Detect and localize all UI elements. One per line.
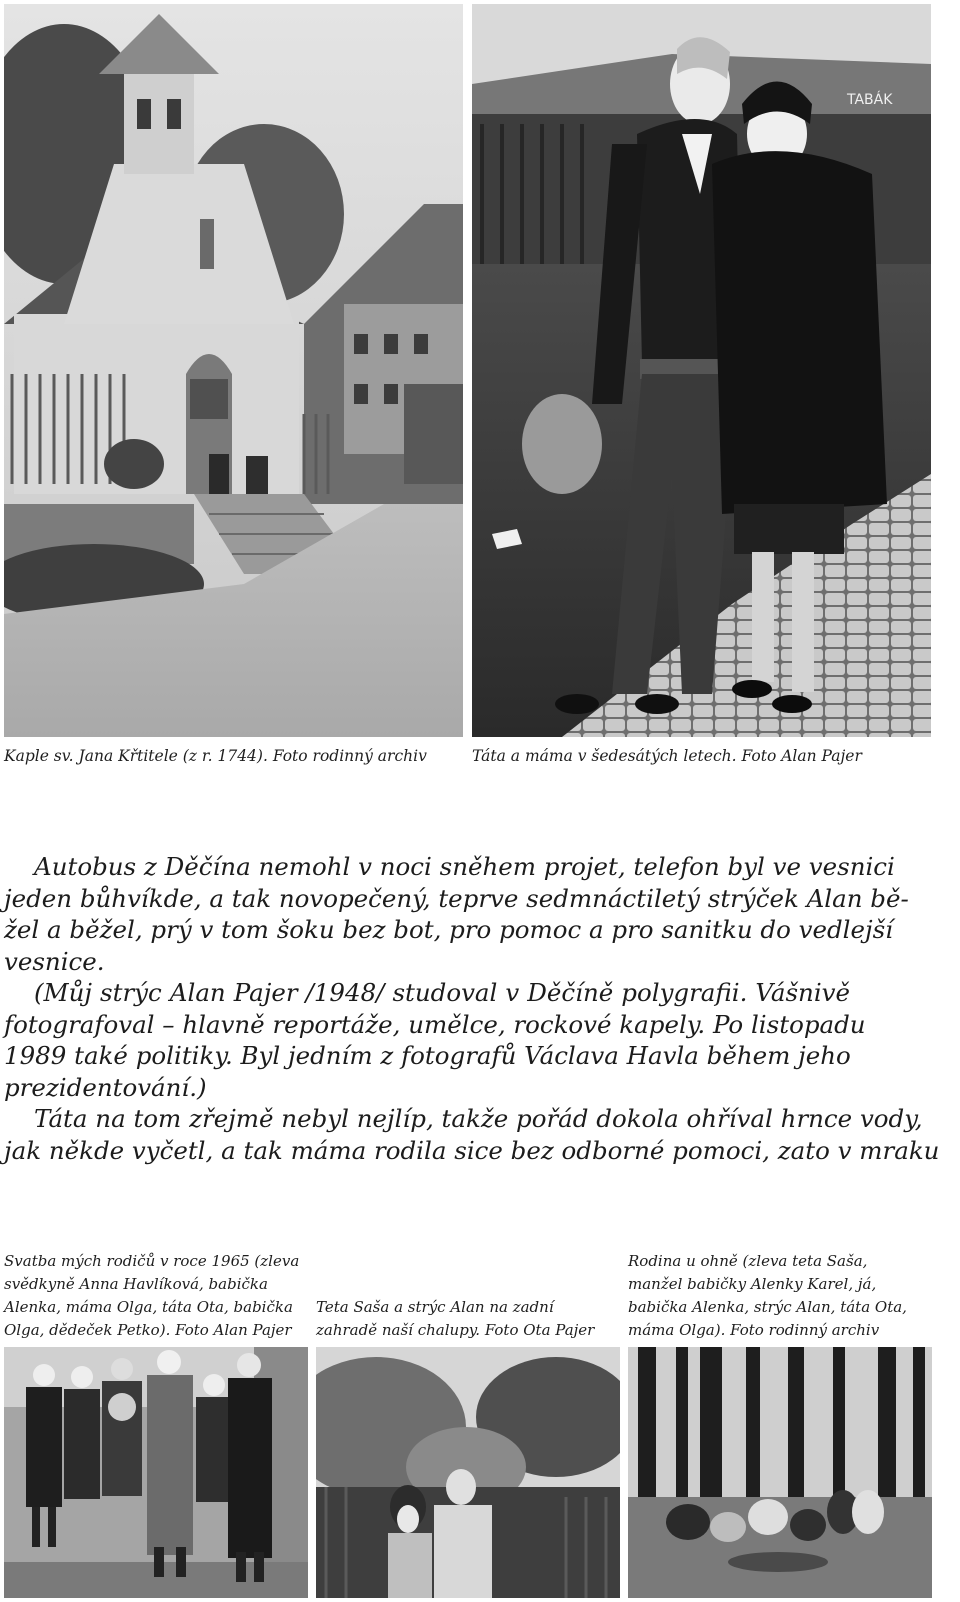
paragraph-3: [4, 1103, 940, 1166]
caption-line: svědkyně Anna Havlíková, babička: [4, 1275, 268, 1293]
caption-line: zahradě naší chalupy. Foto Ota Pajer: [316, 1321, 595, 1339]
caption-line: manžel babičky Alenky Karel, já,: [628, 1275, 877, 1293]
text-line: prezidentování.): [4, 1072, 207, 1102]
text-line: 1989 také politiky. Byl jedním z fotografů Václava Havla během jeho: [4, 1041, 851, 1070]
fire-photo-icon: [628, 1347, 932, 1598]
wedding-photo: [4, 1347, 308, 1598]
chapel-photo-icon: [4, 4, 463, 737]
wedding-caption: [4, 1250, 309, 1342]
text-line: jeden bůhvíkde, a tak novopečený, teprve sedmnáctiletý strýček Alan bě-: [4, 883, 909, 913]
couple-photo-icon: [472, 4, 931, 737]
text-line: fotografoval – hlavně reportáže, umělce, rockové kapely. Po listopadu: [4, 1009, 866, 1039]
garden-caption: [316, 1296, 621, 1342]
fire-photo: [628, 1347, 932, 1598]
caption-line: máma Olga). Foto rodinný archiv: [628, 1321, 880, 1339]
caption-line: Rodina u ohně (zleva teta Saša,: [628, 1252, 868, 1270]
fire-caption: [628, 1250, 933, 1342]
caption-line: Svatba mých rodičů v roce 1965 (zleva: [4, 1252, 300, 1270]
paragraph-2: [4, 977, 866, 1103]
parents-photo: [472, 4, 931, 737]
tabak-sign: TABÁK: [847, 92, 893, 108]
caption-line: Teta Saša a strýc Alan na zadní: [316, 1298, 554, 1316]
caption-line: Olga, dědeček Petko). Foto Alan Pajer: [4, 1321, 292, 1339]
caption-line: babička Alenka, strýc Alan, táta Ota,: [628, 1298, 907, 1316]
chapel-caption: Kaple sv. Jana Křtitele (z r. 1744). Foto rodinný archiv: [4, 747, 427, 765]
text-line: Autobus z Děčína nemohl v noci sněhem projet, telefon byl ve vesnici: [34, 852, 895, 881]
parents-caption: Táta a máma v šedesátých letech. Foto Alan Pajer: [472, 747, 862, 765]
garden-photo: [316, 1347, 620, 1598]
caption-line: Alenka, máma Olga, táta Ota, babička: [4, 1298, 293, 1316]
text-line: Táta na tom zřejmě nebyl nejlíp, takže pořád dokola ohříval hrnce vody,: [34, 1104, 923, 1133]
chapel-photo: [4, 4, 463, 737]
paragraph-1: [4, 851, 909, 977]
text-line: (Můj strýc Alan Pajer /1948/ studoval v Děčíně polygrafii. Vášnivě: [34, 978, 850, 1007]
wedding-photo-icon: [4, 1347, 308, 1598]
text-line: jak někde vyčetl, a tak máma rodila sice bez odborné pomoci, zato v mraku: [4, 1135, 940, 1165]
text-line: vesnice.: [4, 946, 105, 976]
text-line: žel a běžel, prý v tom šoku bez bot, pro pomoc a pro sanitku do vedlejší: [4, 915, 893, 944]
article-body: [4, 851, 940, 1166]
garden-photo-icon: [316, 1347, 620, 1598]
